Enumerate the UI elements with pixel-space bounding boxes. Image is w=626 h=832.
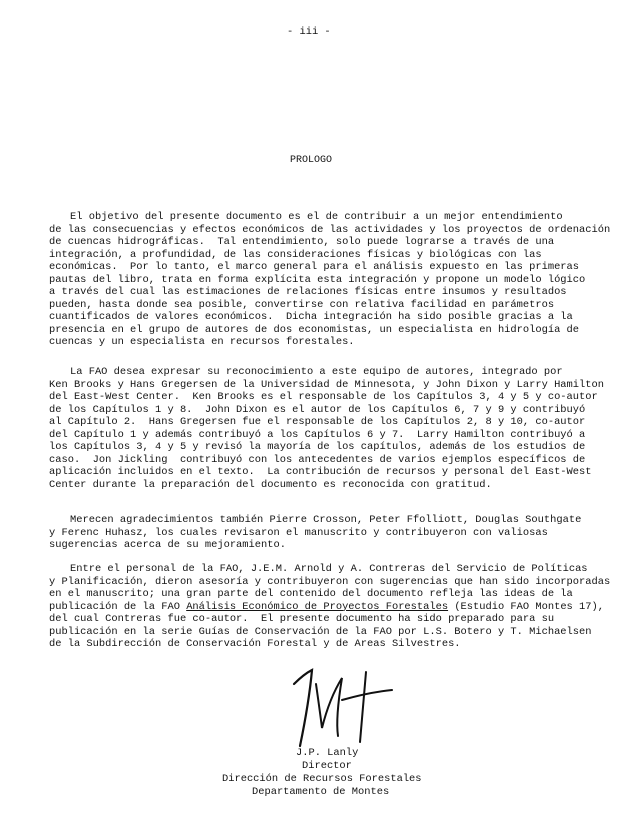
paragraph-4 (49, 563, 619, 651)
text-line: de las consecuencias y efectos económicos de las actividades y los proyectos de ordenación (49, 223, 611, 236)
text-line: La FAO desea expresar su reconocimiento a este equipo de autores, integrado por (70, 366, 563, 378)
text-line: integración, a profundidad, de las consideraciones físicas y biológicas con las (49, 248, 542, 261)
paragraph-3 (49, 514, 619, 552)
signature-stroke (360, 672, 366, 742)
text-segment: (Estudio FAO Montes 17), (448, 600, 604, 613)
text-line: de los Capítulos 1 y 8. John Dixon es el autor de los Capítulos 6, 7 y 9 y contribuyó (49, 403, 586, 416)
text-line: y Ferenc Huhasz, los cuales revisaron el manuscrito y contribuyeron con valiosas (49, 526, 548, 539)
text-line: aplicación incluidos en el texto. La contribución de recursos y personal del East-West (49, 466, 592, 478)
text-line: Center durante la preparación del documento es reconocida con gratitud. (49, 478, 492, 491)
text-line: Merecen agradecimientos también Pierre Crosson, Peter Ffolliott, Douglas Southgate (70, 514, 582, 526)
text-line: y Planificación, dieron asesoría y contribuyeron con sugerencias que han sido incorporadas (49, 575, 611, 588)
text-line: cuantificados de valores económicos. Dicha integración ha sido posible gracias a la (49, 311, 573, 323)
text-line: pueden, hasta donde sea posible, convertirse con relativa facilidad en parámetros (49, 298, 555, 311)
signature-stroke (294, 670, 312, 746)
text-line: económicas. Por lo tanto, el marco general para el análisis expuesto en las primeras (49, 261, 580, 273)
text-line: presencia en el grupo de autores de dos economistas, un especialista en hidrología de (49, 323, 580, 336)
page-title: PROLOGO (290, 155, 333, 166)
text-line: al Capítulo 2. Hans Gregersen fue el responsable de los Capítulos 2, 8 y 10, co-autor (49, 416, 586, 428)
signatory-department: Departamento de Montes (252, 786, 390, 798)
text-line: de la Subdirección de Conservación Forestal y de Areas Silvestres. (49, 638, 461, 650)
paragraph-1 (49, 211, 619, 349)
text-line: El objetivo del presente documento es el de contribuir a un mejor entendimiento (70, 211, 563, 223)
text-line: caso. Jon Jickling contribuyó con los antecedentes de varios ejemplos específicos de (49, 453, 586, 466)
text-line: del Capítulo 1 y además contribuyó a los Capítulos 6 y 7. Larry Hamilton contribuyó a (49, 428, 586, 441)
text-segment: publicación de la FAO (49, 600, 187, 613)
text-line: cuencas y un especialista en recursos forestales. (49, 336, 355, 348)
text-line: en el manuscrito; una gran parte del contenido del documento refleja las ideas de la (49, 588, 573, 600)
text-line: pautas del libro, trata en forma explícita esta integración y propone un modelo lógico (49, 273, 586, 286)
signature-stroke (342, 690, 392, 700)
text-line: Entre el personal de la FAO, J.E.M. Arnold y A. Contreras del Servicio de Políticas (70, 563, 588, 575)
paragraph-2 (49, 366, 619, 491)
text-line: Ken Brooks y Hans Gregersen de la Universidad de Minnesota, y John Dixon y Larry Hamilton (49, 378, 604, 391)
cited-publication-title: Análisis Económico de Proyectos Forestales (186, 600, 449, 613)
text-line: del cual Contreras fue co-autor. El presente documento ha sido preparado para su (49, 613, 555, 625)
text-line: de cuencas hidrográficas. Tal entendimiento, solo puede lograrse a través de una (49, 236, 555, 248)
text-line: del East-West Center. Ken Brooks es el responsable de los Capítulos 3, 4 y 5 y co-autor (49, 391, 598, 403)
page-number: - iii - (287, 26, 331, 38)
text-line: a través del cual las estimaciones de relaciones físicas entre insumos y resultados (49, 286, 567, 298)
text-line: publicación en la serie Guías de Conservación de la FAO por L.S. Botero y T. Michaelsen (49, 625, 592, 638)
signatory-position: Director (302, 760, 352, 772)
signatory-name: J.P. Lanly (296, 747, 359, 759)
text-line: sugerencias acerca de su mejoramiento. (49, 539, 286, 551)
text-line (49, 601, 619, 614)
text-line: los Capítulos 3, 4 y 5 y revisó la mayoría de los capítulos, además de los estudios de (49, 441, 586, 453)
handwritten-signature (282, 662, 402, 752)
signature-stroke (316, 678, 342, 736)
signatory-division: Dirección de Recursos Forestales (222, 773, 422, 785)
